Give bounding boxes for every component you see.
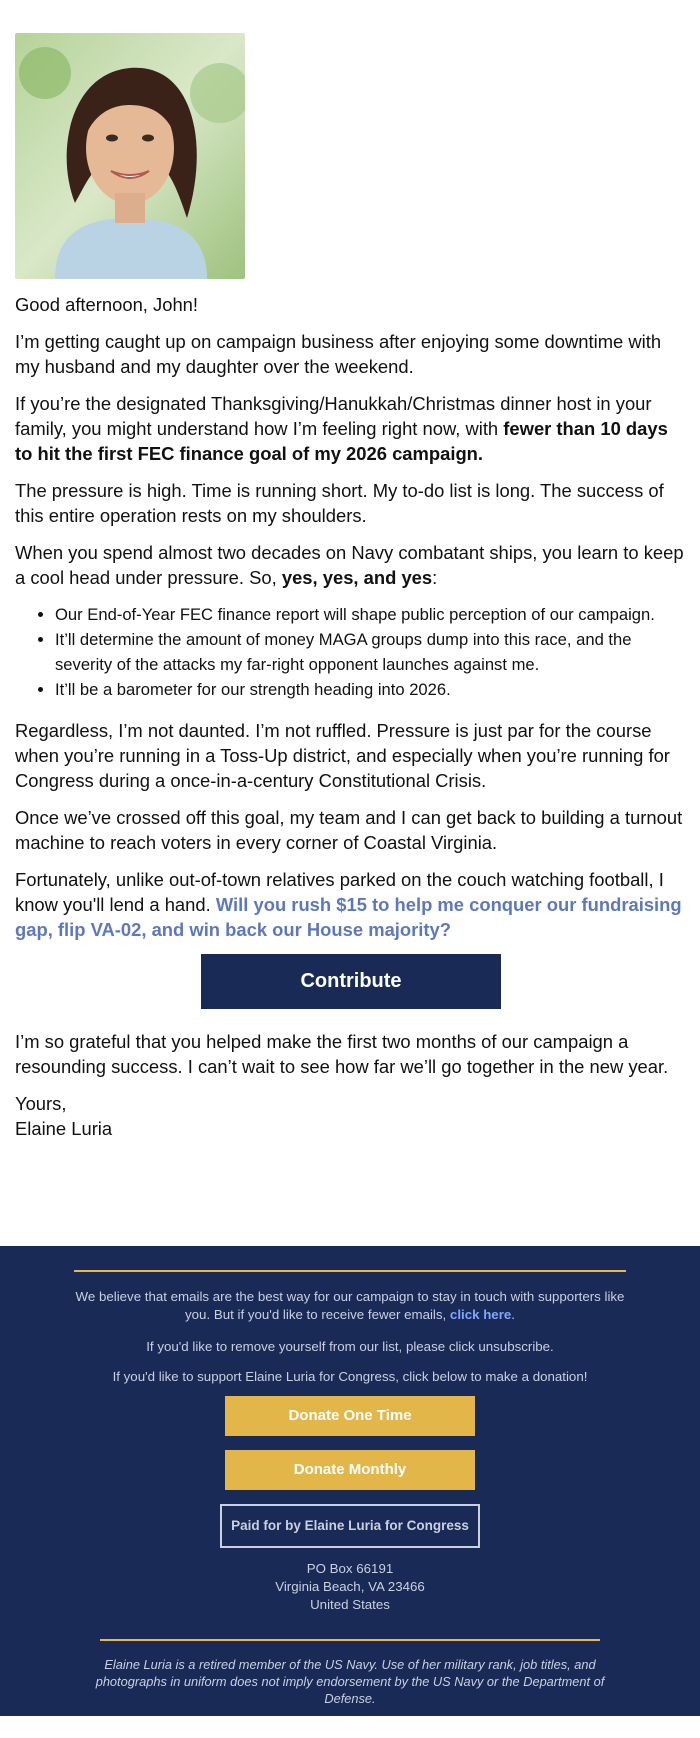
yes-emphasis: yes, yes, and yes [281,567,433,588]
paragraph-turnout: Once we’ve crossed off this goal, my team and I can get back to building a turnout machine to reach voters in every corner of Coastal Virginia. [15,807,683,853]
email-preferences-text: We believe that emails are the best way for our campaign to stay in touch with supporters like you. But if you'd like to receive fewer emails, click here. [75,1289,625,1322]
candidate-photo [15,33,245,279]
address-line: Virginia Beach, VA 23466 [275,1579,425,1594]
paragraph-navy: When you spend almost two decades on Navy combatant ships, you learn to keep a cool head under pressure. So, yes, yes, and yes: [15,542,684,588]
list-item: • It’ll be a barometer for our strength heading into 2026. [55,677,687,702]
paragraph-not-daunted: Regardless, I’m not daunted. I’m not ruffled. Pressure is just par for the course when you’re running in a Toss-Up district, and especially when you’re running for Congress during a once-in-a-century Constitutional Crisis. [15,720,670,791]
address-line: United States [310,1597,390,1612]
paragraph-downtime: I’m getting caught up on campaign business after enjoying some downtime with my husband and my daughter over the weekend. [15,331,662,377]
paragraph-ask: Fortunately, unlike out-of-town relatives parked on the couch watching football, I know you'll lend a hand. Will you rush $15 to help me conquer our fundraising gap, flip VA-02, and win back our House majority? [15,869,682,940]
paragraph-host: If you’re the designated Thanksgiving/Hanukkah/Christmas dinner host in your family, you might understand how I’m feeling right now, with fewer than 10 days to hit the first FEC finance goal of my 2026 campaign. [15,393,668,464]
letter-body [15,292,687,1153]
footer-divider-bottom [100,1639,600,1641]
mailing-address [0,1560,700,1614]
fec-goal-emphasis: fewer than 10 days to hit the first FEC finance goal of my 2026 campaign. [15,418,668,464]
greeting: Good afternoon, John! [15,294,199,315]
portrait-image [15,33,245,279]
contribute-button[interactable]: Contribute [201,954,501,1009]
address-line: PO Box 66191 [306,1561,394,1576]
donate-monthly-button[interactable]: Donate Monthly [225,1450,475,1490]
paid-for-box: Paid for by Elaine Luria for Congress [220,1504,480,1548]
signature: Elaine Luria [15,1118,113,1139]
donation-ask-link[interactable]: Will you rush $15 to help me conquer our fundraising gap, flip VA-02, and win back our House majority? [15,894,682,940]
paragraph-pressure: The pressure is high. Time is running short. My to-do list is long. The success of this entire operation rests on my shoulders. [15,480,664,526]
footer [0,1246,700,1716]
fewer-emails-link[interactable]: click here [449,1307,512,1322]
signoff [15,1091,687,1141]
reasons-list [15,602,687,702]
list-item: • It’ll determine the amount of money MAGA groups dump into this race, and the severity of the attacks my far-right opponent launches against me. [55,627,687,677]
donate-one-time-button[interactable]: Donate One Time [225,1396,475,1436]
unsubscribe-text: If you'd like to remove yourself from our list, please click unsubscribe. [146,1339,554,1354]
military-disclaimer: Elaine Luria is a retired member of the US Navy. Use of her military rank, job titles, and photographs in uniform does not imply endorsement by the US Navy or the Department of Defense. [95,1657,605,1706]
paragraph-grateful: I’m so grateful that you helped make the first two months of our campaign a resounding success. I can’t wait to see how far we’ll go together in the new year. [15,1031,669,1077]
cta-container [15,954,687,1009]
footer-divider-top [74,1270,626,1272]
closing: Yours, [15,1093,67,1114]
support-text: If you'd like to support Elaine Luria for Congress, click below to make a donation! [112,1369,588,1384]
list-item: • Our End-of-Year FEC finance report will shape public perception of our campaign. [55,602,687,627]
